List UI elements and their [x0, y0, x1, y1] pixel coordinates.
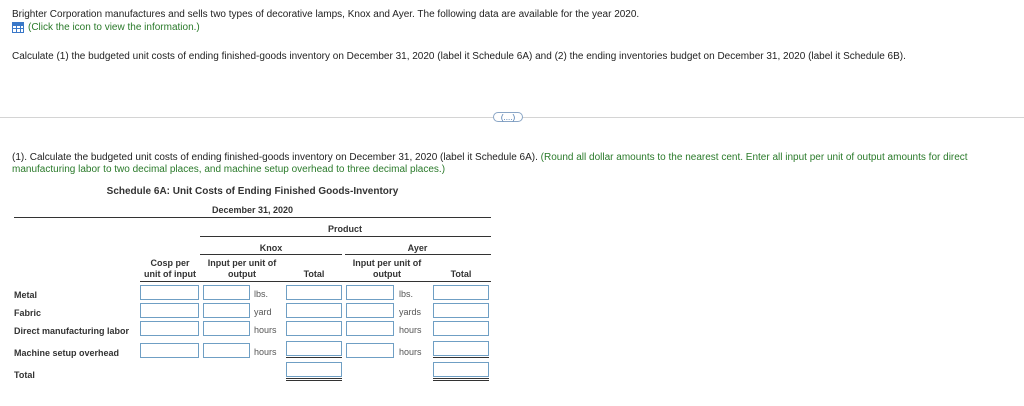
part1-instruction: (Round all dollar amounts to the nearest cent. Enter all input per unit of output amounts for direct manufacturing labor to two decimal places, and machine setup overhead to three decimal places.) [12, 152, 968, 175]
knox-input-per-unit-header [200, 258, 284, 280]
ayer-input-per-unit-header [345, 258, 429, 280]
fabric-cost-input[interactable] [140, 303, 199, 318]
knox-rule [200, 254, 342, 255]
ayer-input-line1: Input per unit of [352, 258, 422, 268]
fabric-knox-total[interactable] [286, 303, 342, 318]
row-label-total: Total [14, 370, 35, 380]
row-label-machine-setup: Machine setup overhead [14, 348, 120, 358]
metal-knox-unit: lbs. [254, 289, 269, 299]
row-label-direct-labor: Direct manufacturing labor [14, 326, 130, 336]
metal-ayer-input[interactable] [346, 285, 394, 300]
schedule-date: December 31, 2020 [211, 205, 294, 215]
setup-knox-input[interactable] [203, 343, 250, 358]
ayer-input-line2: output [373, 269, 401, 279]
cost-per-unit-line2: unit of input [144, 269, 196, 279]
setup-knox-total[interactable] [286, 341, 342, 356]
intro-text: Brighter Corporation manufactures and sells two types of decorative lamps, Knox and Ayer. The following data are available for the year 2020. [12, 9, 640, 20]
metal-ayer-total[interactable] [433, 285, 489, 300]
knox-input-line2: output [228, 269, 256, 279]
ayer-total-double-rule [433, 378, 489, 381]
setup-cost-input[interactable] [140, 343, 199, 358]
metal-ayer-unit: lbs. [399, 289, 414, 299]
schedule-top-rule [14, 217, 491, 218]
labor-ayer-unit: hours [399, 325, 422, 335]
labor-ayer-input[interactable] [346, 321, 394, 336]
part1-text: (1). Calculate the budgeted unit costs of ending finished-goods inventory on December 31, 2020 (label it Schedule 6A). [12, 152, 538, 163]
schedule-title: Schedule 6A: Unit Costs of Ending Finished Goods-Inventory [106, 186, 399, 197]
setup-ayer-unit: hours [399, 347, 422, 357]
fabric-ayer-input[interactable] [346, 303, 394, 318]
labor-knox-unit: hours [254, 325, 277, 335]
labor-ayer-total[interactable] [433, 321, 489, 336]
ayer-header: Ayer [407, 243, 428, 253]
labor-knox-input[interactable] [203, 321, 250, 336]
fabric-knox-unit: yard [254, 307, 272, 317]
ayer-rule [345, 254, 491, 255]
metal-knox-total[interactable] [286, 285, 342, 300]
knox-total-header: Total [303, 269, 325, 279]
knox-subtotal-rule [286, 357, 342, 358]
row-label-metal: Metal [14, 290, 38, 300]
setup-knox-unit: hours [254, 347, 277, 357]
question-text: Calculate (1) the budgeted unit costs of ending finished-goods inventory on December 31, 2020 (label it Schedule 6A) and (2) the ending inventories budget on December 31, 2020 (label it Schedule 6B). [12, 51, 906, 62]
row-label-fabric: Fabric [14, 308, 42, 318]
table-grid-icon[interactable] [12, 22, 24, 33]
knox-header: Knox [259, 243, 283, 253]
setup-ayer-total[interactable] [433, 341, 489, 356]
knox-input-line1: Input per unit of [207, 258, 277, 268]
cost-per-unit-header [138, 258, 202, 280]
metal-knox-input[interactable] [203, 285, 250, 300]
labor-cost-input[interactable] [140, 321, 199, 336]
knox-total-double-rule [286, 378, 342, 381]
cost-per-unit-line1: Cosp per [150, 258, 190, 268]
info-link-row[interactable] [12, 22, 200, 33]
fabric-knox-input[interactable] [203, 303, 250, 318]
product-header: Product [327, 224, 362, 234]
ayer-subtotal-rule [433, 357, 489, 358]
part1-prompt [12, 152, 1012, 176]
ayer-grand-total[interactable] [433, 362, 489, 377]
column-header-rule [140, 281, 491, 282]
expand-more-button[interactable]: (....) [493, 112, 523, 122]
labor-knox-total[interactable] [286, 321, 342, 336]
info-link[interactable]: (Click the icon to view the information.) [28, 22, 200, 33]
product-rule [200, 236, 491, 237]
fabric-ayer-unit: yards [399, 307, 422, 317]
ayer-total-header: Total [450, 269, 472, 279]
fabric-ayer-total[interactable] [433, 303, 489, 318]
setup-ayer-input[interactable] [346, 343, 394, 358]
metal-cost-input[interactable] [140, 285, 199, 300]
knox-grand-total[interactable] [286, 362, 342, 377]
